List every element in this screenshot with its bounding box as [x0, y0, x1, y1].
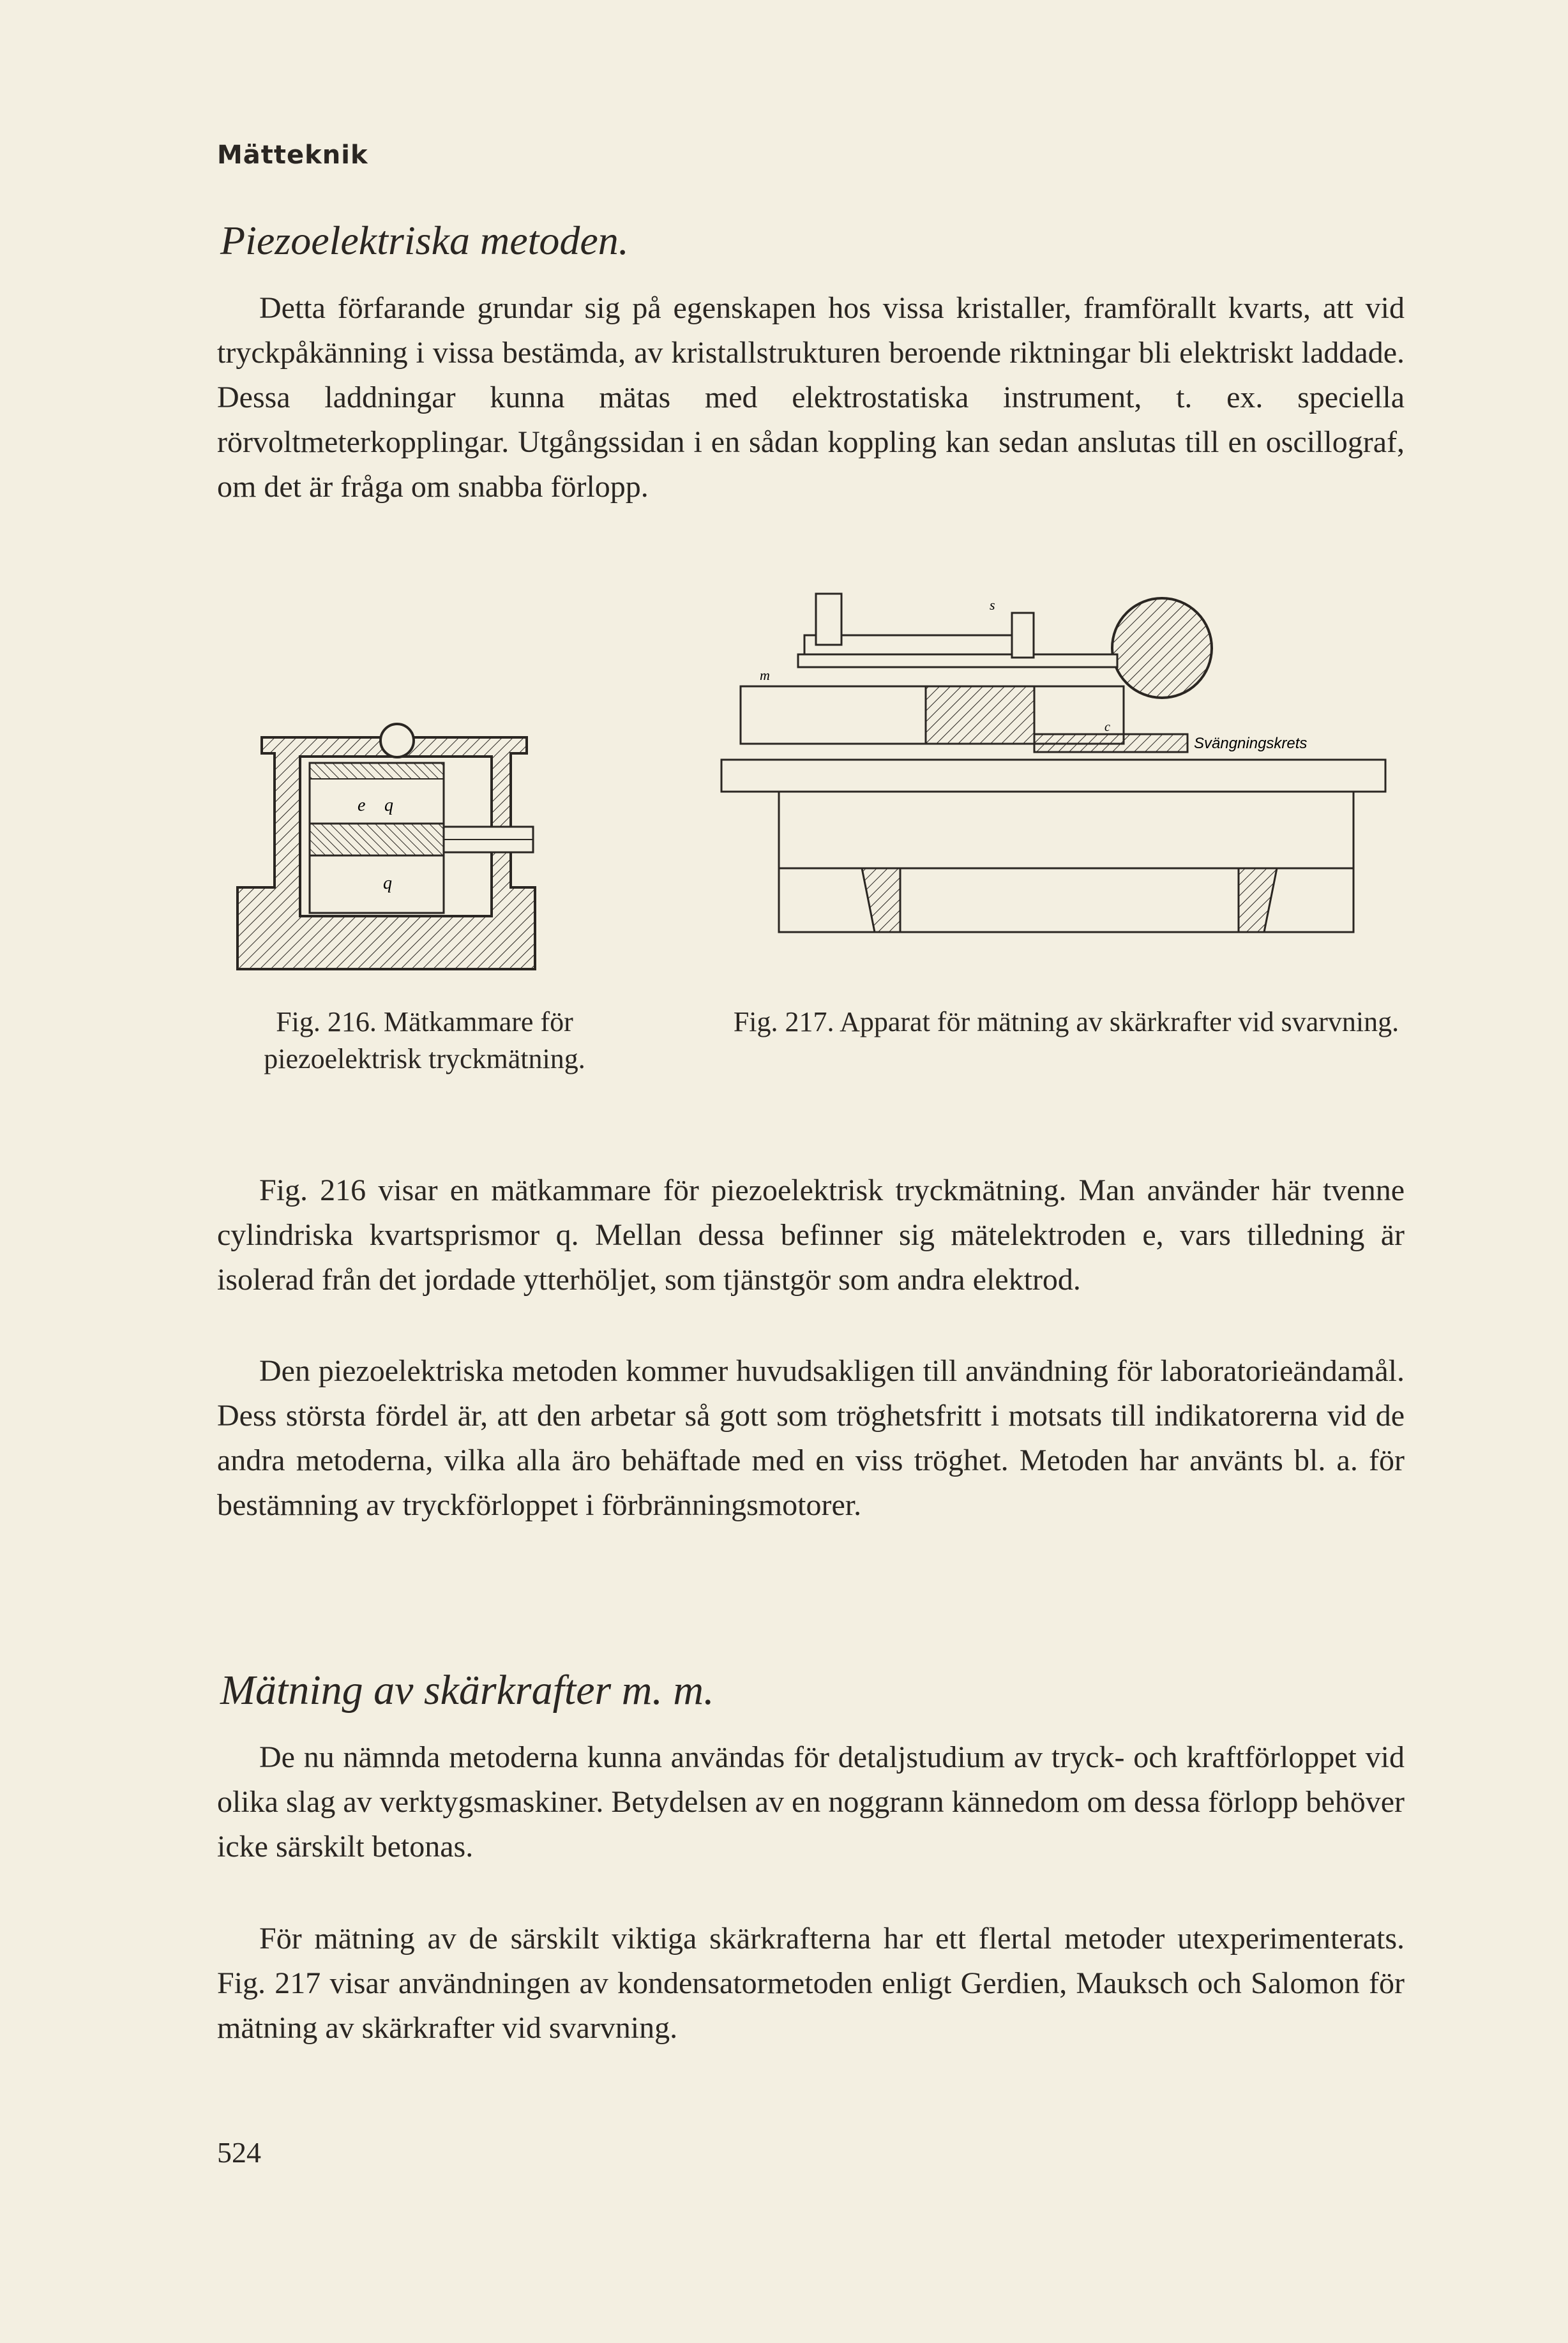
section-title-cutting-forces: Mätning av skärkrafter m. m. [220, 1667, 714, 1714]
figure-217-cutting-force-apparatus [715, 575, 1392, 1009]
label-oscillating-circuit: Svängningskrets [1194, 735, 1308, 752]
figure-216-drawing [236, 721, 536, 970]
paragraph-fig216-description: Fig. 216 visar en mätkammare för piezoelektrisk tryckmätning. Man använder här tvenne cylindriska kvartsprismor q. Mellan dessa befinner sig mätelektroden e, vars tilledning är isolerad från det jordade ytterhöljet, som tjänstgör som andra elektrod. [217, 1173, 1405, 1297]
caption-fig-216: Fig. 216. Mätkammare för piezoelektrisk tryckmätning. [264, 1006, 585, 1074]
paragraph-piezo-intro: Detta förfarande grundar sig på egenskapen hos vissa kristaller, framförallt kvarts, att vid tryckpåkänning i vissa bestämda, av kristallstrukturen beroende riktningar bli elektriskt laddade. Dessa laddningar kunna mätas med elektrostatiska instrument, t. ex. speciella rörvoltmeterkopplingar. Utgångssidan i en sådan koppling kan sedan anslutas till en oscillograf, om det är fråga om snabba förlopp. [217, 291, 1405, 504]
label-m: m [760, 667, 770, 683]
paragraph-cutting-forces-methods: För mätning av de särskilt viktiga skärkrafterna har ett flertal metoder utexperimenterats. Fig. 217 visar användningen av kondensatormetoden enligt Gerdien, Mauksch och Salomon för mätning av skärkrafter vid svarvning. [217, 1922, 1405, 2045]
label-e: e [358, 795, 366, 815]
figure-216-measuring-chamber [236, 721, 536, 970]
label-q-lower: q [383, 873, 392, 893]
figure-217-drawing [715, 575, 1392, 1009]
label-c: c [1104, 720, 1110, 734]
caption-fig-217: Fig. 217. Apparat för mätning av skärkrafter vid svarvning. [733, 1006, 1399, 1037]
label-q-upper: q [384, 795, 393, 815]
paragraph-piezo-advantages: Den piezoelektriska metoden kommer huvudsakligen till användning för laboratorieändamål. Dess största fördel är, att den arbetar så gott som tröghetsfritt i motsats till indikatorerna vid de andra metoderna, vilka alla äro behäftade med en viss tröghet. Metoden har använts bl. a. för bestämning av tryckförloppet i förbränningsmotorer. [217, 1354, 1405, 1522]
paragraph-cutting-forces-intro: De nu nämnda metoderna kunna användas för detaljstudium av tryck- och kraftförloppet vid olika slag av verktygsmaskiner. Betydelsen av en noggrann kännedom om dessa förlopp behöver icke särskilt betonas. [217, 1740, 1405, 1864]
label-s: s [990, 597, 995, 613]
page-number: 524 [217, 2136, 261, 2169]
section-title-piezo: Piezoelektriska metoden. [220, 218, 629, 263]
running-head: Mätteknik [217, 140, 368, 170]
